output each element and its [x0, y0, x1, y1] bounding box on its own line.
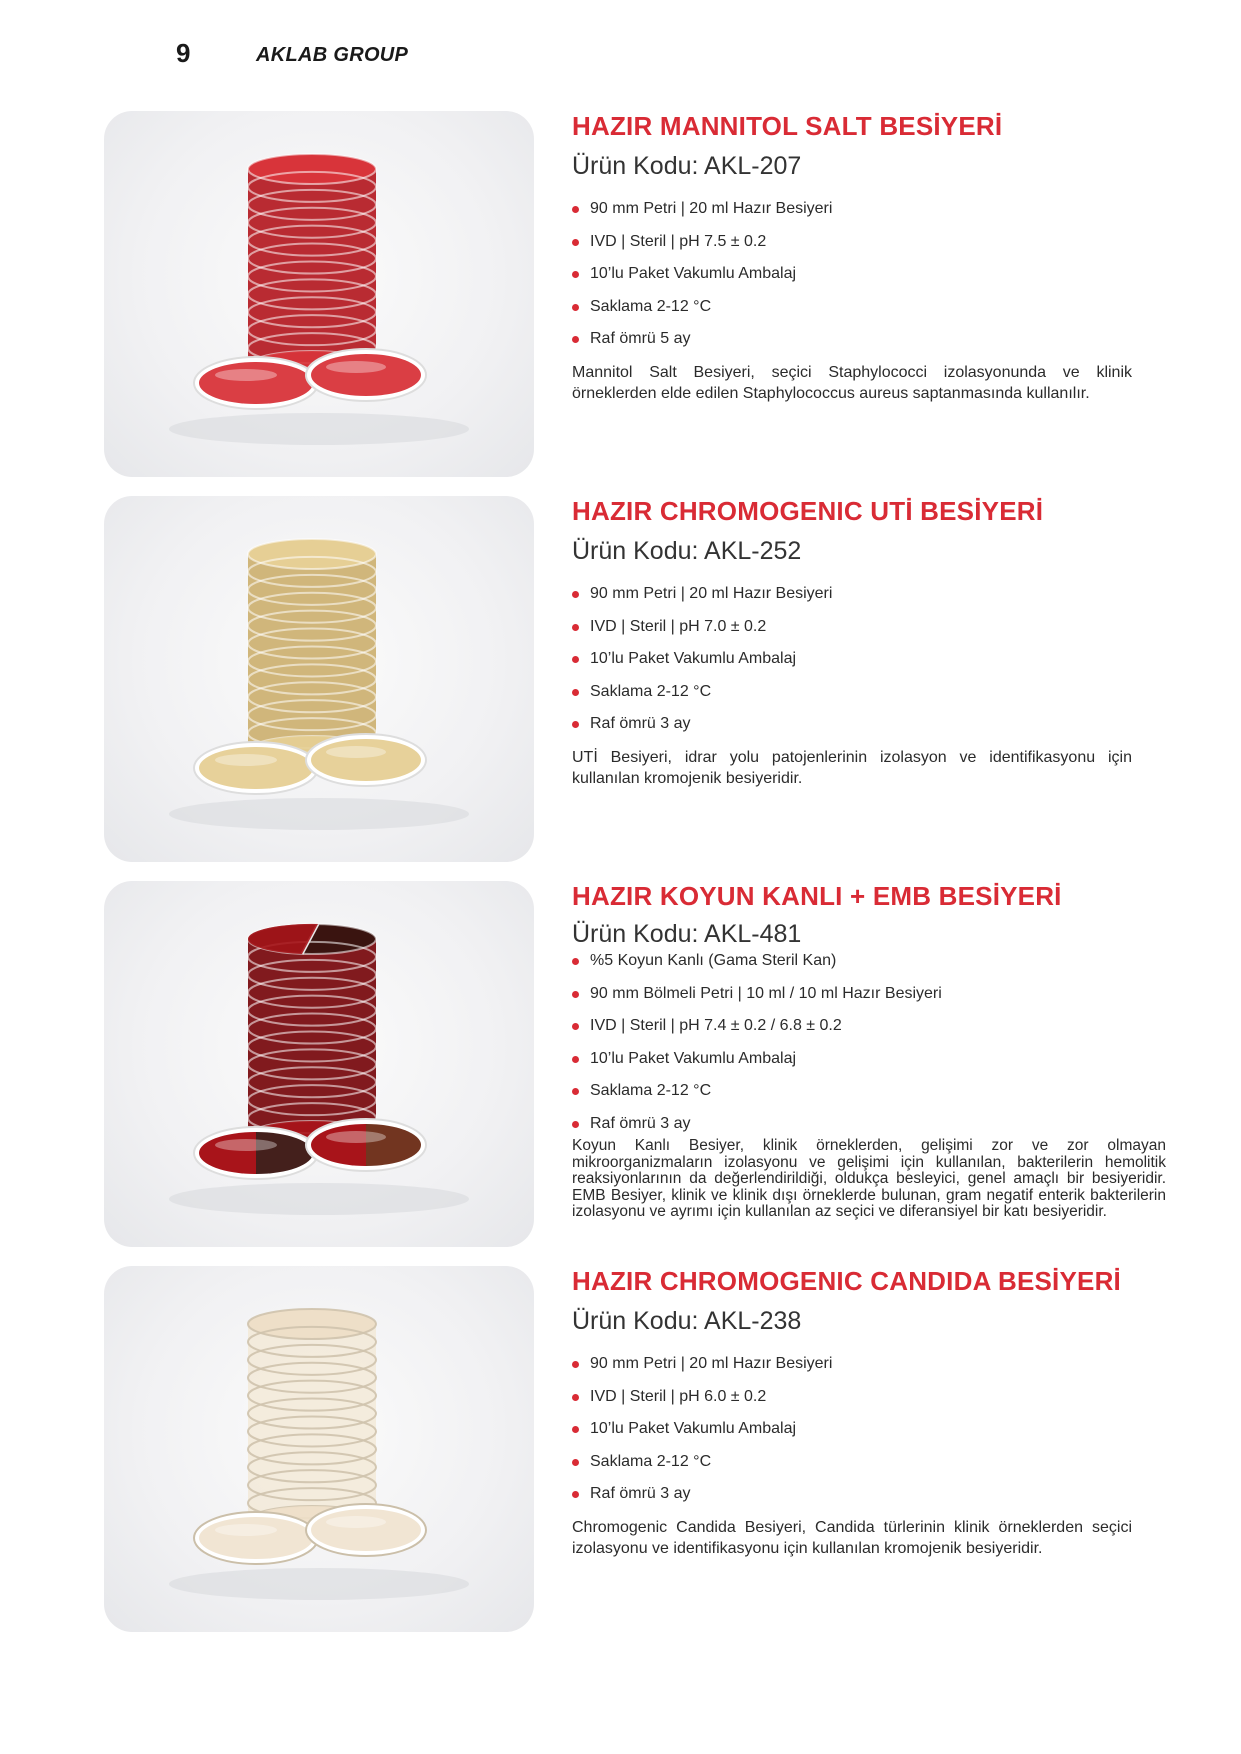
- feature-item: 10’lu Paket Vakumlu Ambalaj: [572, 1049, 1172, 1069]
- product-title: HAZIR MANNITOL SALT BESİYERİ: [572, 111, 1003, 141]
- feature-item: 90 mm Petri | 20 ml Hazır Besiyeri: [572, 1354, 1172, 1374]
- product-info: [572, 111, 1172, 404]
- feature-item: Saklama 2-12 °C: [572, 1452, 1172, 1472]
- product-info: [572, 1266, 1172, 1559]
- feature-list: [572, 584, 1172, 734]
- feature-item: %5 Koyun Kanlı (Gama Steril Kan): [572, 951, 1172, 971]
- feature-item: Raf ömrü 3 ay: [572, 714, 1172, 734]
- dish-highlight: [215, 1524, 277, 1536]
- feature-item: IVD | Steril | pH 7.5 ± 0.2: [572, 232, 1172, 252]
- feature-item: Saklama 2-12 °C: [572, 297, 1172, 317]
- feature-list: [572, 199, 1172, 349]
- product-photo-petri-stack: [104, 881, 534, 1247]
- floor-shadow: [169, 413, 469, 445]
- dish-media: [311, 354, 421, 396]
- floor-shadow: [169, 798, 469, 830]
- dish-highlight: [326, 1516, 386, 1528]
- dish-highlight: [326, 361, 386, 373]
- product-code: Ürün Kodu: AKL-252: [572, 537, 802, 565]
- feature-item: 10’lu Paket Vakumlu Ambalaj: [572, 1419, 1172, 1439]
- feature-item: IVD | Steril | pH 7.4 ± 0.2 / 6.8 ± 0.2: [572, 1016, 1172, 1036]
- petri-stack-illustration: [104, 1266, 534, 1632]
- page-header: [0, 38, 1241, 72]
- dish-media: [311, 739, 421, 781]
- product-photo-petri-stack: [104, 111, 534, 477]
- feature-item: Raf ömrü 3 ay: [572, 1114, 1172, 1134]
- feature-item: Saklama 2-12 °C: [572, 682, 1172, 702]
- dish-highlight: [215, 1139, 277, 1151]
- feature-item: IVD | Steril | pH 7.0 ± 0.2: [572, 617, 1172, 637]
- product-photo-petri-stack: [104, 1266, 534, 1632]
- dish-media: [199, 747, 313, 789]
- product-info: [572, 881, 1172, 1221]
- dish-highlight: [326, 746, 386, 758]
- product-description: Mannitol Salt Besiyeri, seçici Staphylococci izolasyonunda ve klinik örneklerden elde edilen Staphylococcus aureus saptanmasında kullanılır.: [572, 363, 1132, 402]
- product-title: HAZIR CHROMOGENIC UTİ BESİYERİ: [572, 496, 1044, 526]
- floor-shadow: [169, 1568, 469, 1600]
- feature-item: Saklama 2-12 °C: [572, 1081, 1172, 1101]
- dish-highlight: [215, 754, 277, 766]
- product-title: HAZIR CHROMOGENIC CANDIDA BESİYERİ: [572, 1266, 1121, 1296]
- dish-rim: [248, 539, 376, 569]
- feature-item: Raf ömrü 3 ay: [572, 1484, 1172, 1504]
- feature-item: 90 mm Bölmeli Petri | 10 ml / 10 ml Hazır Besiyeri: [572, 984, 1172, 1004]
- feature-item: 10’lu Paket Vakumlu Ambalaj: [572, 264, 1172, 284]
- feature-item: 90 mm Petri | 20 ml Hazır Besiyeri: [572, 584, 1172, 604]
- dish-highlight: [215, 369, 277, 381]
- petri-stack-illustration: [104, 111, 534, 477]
- feature-item: 90 mm Petri | 20 ml Hazır Besiyeri: [572, 199, 1172, 219]
- product-photo-petri-stack: [104, 496, 534, 862]
- brand-name: AKLAB GROUP: [256, 44, 409, 66]
- feature-item: Raf ömrü 5 ay: [572, 329, 1172, 349]
- feature-list: [572, 951, 1172, 1134]
- product-title: HAZIR KOYUN KANLI + EMB BESİYERİ: [572, 881, 1062, 911]
- product-description: Chromogenic Candida Besiyeri, Candida türlerinin klinik örneklerden seçici izolasyonu ve identifikasyonu için kullanılan kromojenik besiyeridir.: [572, 1518, 1132, 1557]
- feature-item: IVD | Steril | pH 6.0 ± 0.2: [572, 1387, 1172, 1407]
- dish-media: [199, 1517, 313, 1559]
- dish-rim: [248, 1309, 376, 1339]
- product-info: [572, 496, 1172, 789]
- product-code: Ürün Kodu: AKL-207: [572, 152, 802, 180]
- dish-highlight: [326, 1131, 386, 1143]
- feature-item: 10’lu Paket Vakumlu Ambalaj: [572, 649, 1172, 669]
- feature-list: [572, 1354, 1172, 1504]
- product-code: Ürün Kodu: AKL-238: [572, 1307, 802, 1335]
- petri-stack-illustration: [104, 496, 534, 862]
- page-number: 9: [176, 38, 191, 68]
- product-description: UTİ Besiyeri, idrar yolu patojenlerinin izolasyon ve identifikasyonu için kullanılan kromojenik besiyeridir.: [572, 748, 1132, 787]
- floor-shadow: [169, 1183, 469, 1215]
- product-code: Ürün Kodu: AKL-481: [572, 920, 802, 948]
- dish-media: [311, 1509, 421, 1551]
- product-description: Koyun Kanlı Besiyer, klinik örneklerden, gelişimi zor ve zor olmayan mikroorganizmaların izolasyonu ve gelişimi için kullanılan, bakterilerin hemolitik reaksiyonlarının da değerlendirildiği, oldukça besleyici, genel amaçlı bir besiyeridir. EMB Besiyer, klinik ve klinik dışı örneklerde bulunan, gram negatif enterik bakterilerin izolasyonu ve ayrımı için kullanılan az seçici ve diferansiyel bir katı besiyeridir.: [572, 1137, 1166, 1220]
- dish-media: [199, 362, 313, 404]
- petri-stack-illustration: [104, 881, 534, 1247]
- dish-rim: [248, 154, 376, 184]
